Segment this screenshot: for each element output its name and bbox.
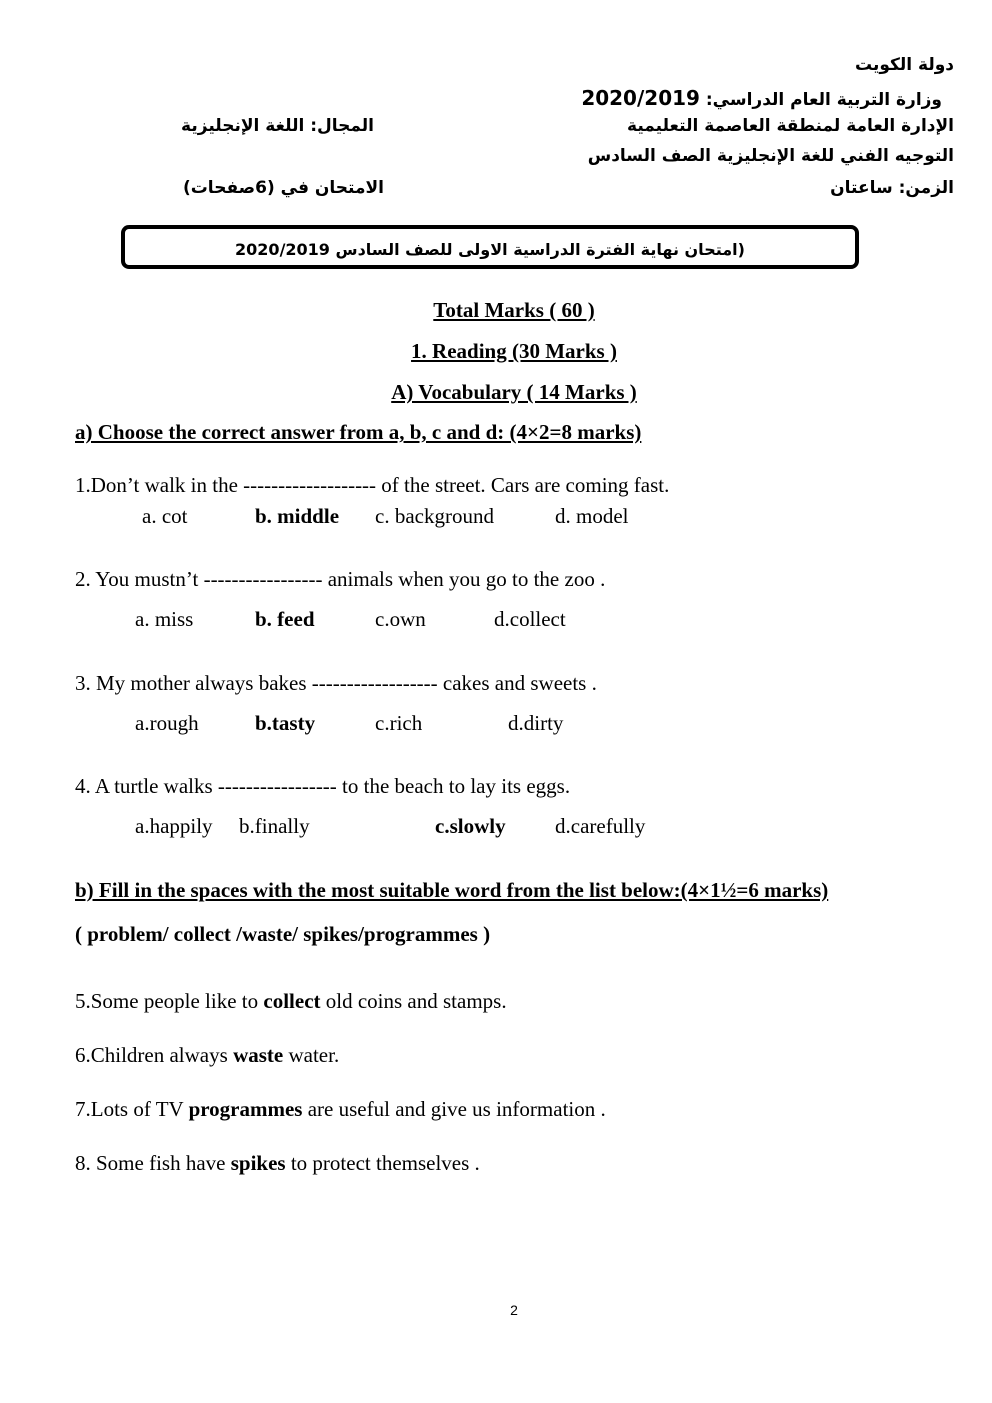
sentence-7-before: 7.Lots of TV bbox=[75, 1097, 189, 1121]
q1-option-c: c. background bbox=[375, 504, 494, 528]
q3-option-a: a.rough bbox=[135, 711, 199, 735]
sentence-6-before: 6.Children always bbox=[75, 1043, 234, 1067]
header-pages: الامتحان في (6صفحات) bbox=[182, 178, 384, 198]
header-country: دولة الكويت bbox=[854, 55, 954, 75]
q3-option-c: c.rich bbox=[375, 711, 423, 735]
header-supervision: التوجيه الفني للغة الإنجليزية الصف السادس bbox=[587, 146, 954, 166]
q2-option-d: d.collect bbox=[494, 607, 566, 631]
q2-option-c: c.own bbox=[375, 607, 426, 631]
sentence-6 bbox=[75, 1043, 339, 1068]
sentence-5-before: 5.Some people like to bbox=[75, 989, 264, 1013]
total-marks-heading: Total Marks ( 60 ) bbox=[433, 298, 595, 322]
part-a-instruction: a) Choose the correct answer from a, b, c and d: (4×2=8 marks) bbox=[75, 420, 642, 444]
sentence-5-after: old coins and stamps. bbox=[320, 989, 507, 1013]
q3-option-d: d.dirty bbox=[508, 711, 564, 735]
sentence-8 bbox=[75, 1151, 480, 1176]
sentence-6-after: water. bbox=[283, 1043, 340, 1067]
question-1: 1.Don’t walk in the ------------------- of the street. Cars are coming fast. bbox=[75, 473, 670, 497]
q2-option-b: b. feed bbox=[255, 607, 315, 631]
word-list: ( problem/ collect /waste/ spikes/programmes ) bbox=[75, 922, 491, 946]
sentence-8-answer: spikes bbox=[230, 1151, 286, 1175]
sentence-8-after: to protect themselves . bbox=[285, 1151, 480, 1175]
sentence-8-before: 8. Some fish have bbox=[75, 1151, 231, 1175]
q4-option-c: c.slowly bbox=[435, 814, 506, 838]
header-time: الزمن: ساعتان bbox=[830, 178, 954, 198]
q4-option-b: b.finally bbox=[239, 814, 310, 838]
q1-option-d: d. model bbox=[555, 504, 629, 528]
q4-option-a: a.happily bbox=[135, 814, 213, 838]
q1-option-a: a. cot bbox=[142, 504, 188, 528]
sentence-7-answer: programmes bbox=[188, 1097, 303, 1121]
header-ministry bbox=[581, 86, 942, 110]
reading-heading: 1. Reading (30 Marks ) bbox=[411, 339, 617, 363]
q1-option-b: b. middle bbox=[255, 504, 340, 528]
exam-title-box bbox=[121, 225, 859, 269]
q2-option-a: a. miss bbox=[135, 607, 194, 631]
header-ministry-label: وزارة التربية العام الدراسي: bbox=[705, 90, 942, 110]
header-directorate: الإدارة العامة لمنطقة العاصمة التعليمية bbox=[627, 116, 954, 136]
header-year: 2020/2019 bbox=[581, 86, 700, 110]
sentence-7 bbox=[75, 1097, 606, 1122]
sentence-6-answer: waste bbox=[233, 1043, 284, 1067]
vocabulary-heading: A) Vocabulary ( 14 Marks ) bbox=[391, 380, 637, 404]
sentence-7-after: are useful and give us information . bbox=[302, 1097, 606, 1121]
part-b-instruction: b) Fill in the spaces with the most suitable word from the list below:(4×1½=6 marks) bbox=[75, 878, 829, 902]
question-3: 3. My mother always bakes ------------------ cakes and sweets . bbox=[75, 671, 597, 695]
page-number: 2 bbox=[510, 1302, 518, 1318]
question-2: 2. You mustn’t ----------------- animals when you go to the zoo . bbox=[75, 567, 606, 591]
sentence-5-answer: collect bbox=[263, 989, 321, 1013]
q3-option-b: b.tasty bbox=[255, 711, 316, 735]
sentence-5 bbox=[75, 989, 507, 1014]
question-4: 4. A turtle walks ----------------- to the beach to lay its eggs. bbox=[75, 774, 571, 798]
q4-option-d: d.carefully bbox=[555, 814, 646, 838]
header-subject: المجال: اللغة الإنجليزية bbox=[181, 116, 374, 136]
exam-title: (امتحان نهاية الفترة الدراسية الاولى للصف السادس 2020/2019 bbox=[235, 240, 745, 259]
